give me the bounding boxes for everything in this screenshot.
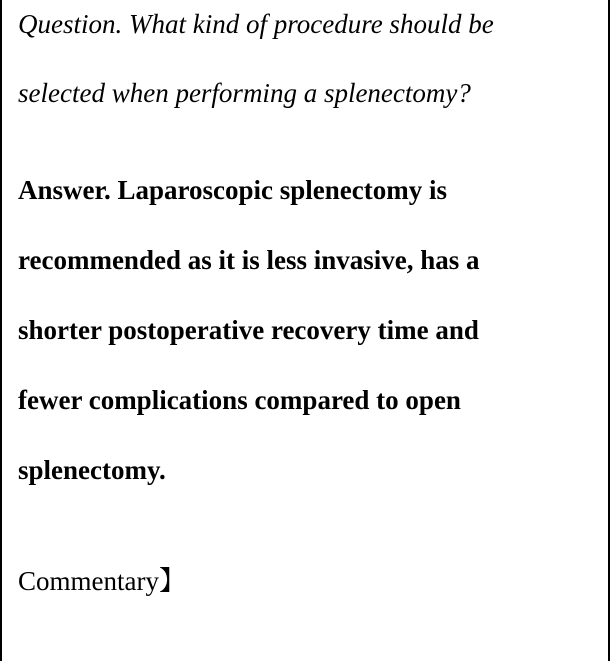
answer-line-3: shorter postoperative recovery time and [18, 315, 479, 345]
question-line-1: Question. What kind of procedure should be [18, 9, 494, 39]
question-line-2: selected when performing a splenectomy? [18, 78, 471, 108]
answer-line-4: fewer complications compared to open [18, 385, 461, 415]
answer-line-1: Answer. Laparoscopic splenectomy is [18, 175, 448, 205]
answer-line-5: splenectomy. [18, 455, 166, 485]
answer-line-2: recommended as it is less invasive, has a [18, 245, 480, 275]
commentary-label: Commentary】 [18, 566, 186, 596]
